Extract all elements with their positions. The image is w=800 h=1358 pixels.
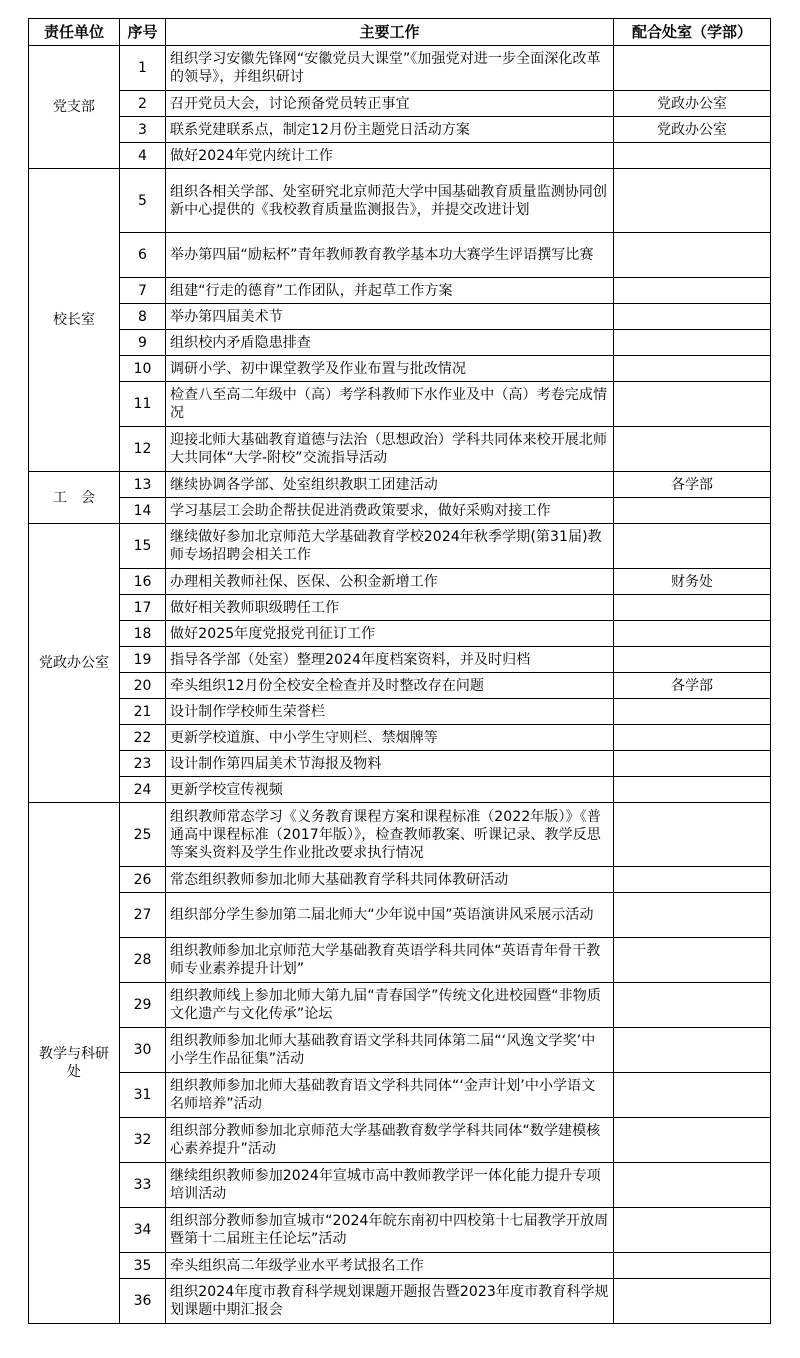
task-cell: 组织各相关学部、处室研究北京师范大学中国基础教育质量监测协同创新中心提供的《我校教育质量监测报告》，并提交改进计划 bbox=[166, 169, 614, 233]
row-number: 31 bbox=[120, 1073, 166, 1118]
row-number: 35 bbox=[120, 1253, 166, 1279]
unit-cell: 工 会 bbox=[29, 472, 120, 524]
coop-cell bbox=[614, 699, 771, 725]
table-row bbox=[29, 1253, 771, 1279]
task-cell: 组织部分学生参加第二届北师大“少年说中国”英语演讲风采展示活动 bbox=[166, 893, 614, 938]
table-row bbox=[29, 1118, 771, 1163]
task-cell: 组织教师参加北京师范大学基础教育英语学科共同体“英语青年骨干教师专业素养提升计划” bbox=[166, 938, 614, 983]
coop-cell bbox=[614, 621, 771, 647]
coop-cell bbox=[614, 1163, 771, 1208]
table-row bbox=[29, 169, 771, 233]
row-number: 5 bbox=[120, 169, 166, 233]
task-cell: 做好2025年度党报党刊征订工作 bbox=[166, 621, 614, 647]
row-number: 2 bbox=[120, 91, 166, 117]
unit-cell: 教学与科研处 bbox=[29, 803, 120, 1324]
work-plan-table bbox=[28, 18, 771, 1324]
coop-cell: 财务处 bbox=[614, 569, 771, 595]
coop-cell bbox=[614, 46, 771, 91]
row-number: 28 bbox=[120, 938, 166, 983]
coop-cell: 各学部 bbox=[614, 673, 771, 699]
row-number: 7 bbox=[120, 278, 166, 304]
table-row bbox=[29, 621, 771, 647]
task-cell: 组织教师线上参加北师大第九届“青春国学”传统文化进校园暨“非物质文化遗产与文化传承”论坛 bbox=[166, 983, 614, 1028]
task-cell: 组织学习安徽先锋网“安徽党员大课堂”《加强党对进一步全面深化改革的领导》，并组织研讨 bbox=[166, 46, 614, 91]
table-row bbox=[29, 1279, 771, 1324]
coop-cell bbox=[614, 777, 771, 803]
coop-cell bbox=[614, 233, 771, 278]
table-row bbox=[29, 330, 771, 356]
task-cell: 牵头组织高二年级学业水平考试报名工作 bbox=[166, 1253, 614, 1279]
task-cell: 联系党建联系点，制定12月份主题党日活动方案 bbox=[166, 117, 614, 143]
task-cell: 组织教师常态学习《义务教育课程方案和课程标准（2022年版）》《普通高中课程标准（2017年版）》，检查教师教案、听课记录、教学反思等案头资料及学生作业批改要求执行情况 bbox=[166, 803, 614, 867]
row-number: 9 bbox=[120, 330, 166, 356]
coop-cell bbox=[614, 647, 771, 673]
table-row bbox=[29, 356, 771, 382]
table-row bbox=[29, 893, 771, 938]
row-number: 1 bbox=[120, 46, 166, 91]
table-row bbox=[29, 938, 771, 983]
row-number: 25 bbox=[120, 803, 166, 867]
unit-cell: 党支部 bbox=[29, 46, 120, 169]
task-cell: 设计制作第四届美术节海报及物料 bbox=[166, 751, 614, 777]
table-row bbox=[29, 427, 771, 472]
table-row bbox=[29, 751, 771, 777]
row-number: 11 bbox=[120, 382, 166, 427]
header-task: 主要工作 bbox=[166, 19, 614, 46]
task-cell: 继续做好参加北京师范大学基础教育学校2024年秋季学期(第31届)教师专场招聘会相关工作 bbox=[166, 524, 614, 569]
row-number: 34 bbox=[120, 1208, 166, 1253]
task-cell: 设计制作学校师生荣誉栏 bbox=[166, 699, 614, 725]
task-cell: 做好2024年党内统计工作 bbox=[166, 143, 614, 169]
table-row bbox=[29, 725, 771, 751]
task-cell: 组织教师参加北师大基础教育语文学科共同体第二届“‘风逸文学奖’中小学生作品征集”活动 bbox=[166, 1028, 614, 1073]
header-num: 序号 bbox=[120, 19, 166, 46]
row-number: 33 bbox=[120, 1163, 166, 1208]
row-number: 20 bbox=[120, 673, 166, 699]
row-number: 23 bbox=[120, 751, 166, 777]
table-row bbox=[29, 867, 771, 893]
task-cell: 迎接北师大基础教育道德与法治（思想政治）学科共同体来校开展北师大共同体“大学-附校”交流指导活动 bbox=[166, 427, 614, 472]
coop-cell bbox=[614, 304, 771, 330]
table-row bbox=[29, 233, 771, 278]
coop-cell bbox=[614, 893, 771, 938]
task-cell: 继续组织教师参加2024年宣城市高中教师教学评一体化能力提升专项培训活动 bbox=[166, 1163, 614, 1208]
coop-cell bbox=[614, 524, 771, 569]
unit-cell: 校长室 bbox=[29, 169, 120, 472]
coop-cell bbox=[614, 983, 771, 1028]
table-row bbox=[29, 569, 771, 595]
row-number: 10 bbox=[120, 356, 166, 382]
row-number: 16 bbox=[120, 569, 166, 595]
row-number: 18 bbox=[120, 621, 166, 647]
coop-cell: 党政办公室 bbox=[614, 91, 771, 117]
task-cell: 做好相关教师职级聘任工作 bbox=[166, 595, 614, 621]
row-number: 26 bbox=[120, 867, 166, 893]
row-number: 24 bbox=[120, 777, 166, 803]
row-number: 32 bbox=[120, 1118, 166, 1163]
coop-cell bbox=[614, 1253, 771, 1279]
coop-cell bbox=[614, 938, 771, 983]
table-row bbox=[29, 1028, 771, 1073]
task-cell: 更新学校宣传视频 bbox=[166, 777, 614, 803]
coop-cell bbox=[614, 169, 771, 233]
coop-cell bbox=[614, 427, 771, 472]
coop-cell: 党政办公室 bbox=[614, 117, 771, 143]
table-row bbox=[29, 382, 771, 427]
task-cell: 举办第四届美术节 bbox=[166, 304, 614, 330]
row-number: 14 bbox=[120, 498, 166, 524]
task-cell: 组织2024年度市教育科学规划课题开题报告暨2023年度市教育科学规划课题中期汇报会 bbox=[166, 1279, 614, 1324]
task-cell: 学习基层工会助企帮扶促进消费政策要求，做好采购对接工作 bbox=[166, 498, 614, 524]
row-number: 4 bbox=[120, 143, 166, 169]
table-row bbox=[29, 117, 771, 143]
coop-cell bbox=[614, 330, 771, 356]
row-number: 30 bbox=[120, 1028, 166, 1073]
unit-cell: 党政办公室 bbox=[29, 524, 120, 803]
coop-cell bbox=[614, 382, 771, 427]
table-row bbox=[29, 91, 771, 117]
row-number: 3 bbox=[120, 117, 166, 143]
coop-cell bbox=[614, 725, 771, 751]
row-number: 13 bbox=[120, 472, 166, 498]
table-row bbox=[29, 46, 771, 91]
task-cell: 常态组织教师参加北师大基础教育学科共同体教研活动 bbox=[166, 867, 614, 893]
table-row bbox=[29, 278, 771, 304]
row-number: 27 bbox=[120, 893, 166, 938]
coop-cell bbox=[614, 356, 771, 382]
coop-cell bbox=[614, 803, 771, 867]
table-row bbox=[29, 304, 771, 330]
task-cell: 组织部分教师参加宣城市“2024年皖东南初中四校第十七届教学开放周暨第十二届班主任论坛”活动 bbox=[166, 1208, 614, 1253]
row-number: 19 bbox=[120, 647, 166, 673]
coop-cell bbox=[614, 1279, 771, 1324]
table-row bbox=[29, 1163, 771, 1208]
table-row bbox=[29, 647, 771, 673]
table-row bbox=[29, 472, 771, 498]
row-number: 15 bbox=[120, 524, 166, 569]
table-row bbox=[29, 498, 771, 524]
row-number: 8 bbox=[120, 304, 166, 330]
task-cell: 更新学校道旗、中小学生守则栏、禁烟牌等 bbox=[166, 725, 614, 751]
table-row bbox=[29, 777, 771, 803]
task-cell: 组织教师参加北师大基础教育语文学科共同体“‘金声计划’中小学语文名师培养”活动 bbox=[166, 1073, 614, 1118]
task-cell: 检查八至高二年级中（高）考学科教师下水作业及中（高）考卷完成情况 bbox=[166, 382, 614, 427]
table-row bbox=[29, 524, 771, 569]
task-cell: 组织部分教师参加北京师范大学基础教育数学学科共同体“数学建模核心素养提升”活动 bbox=[166, 1118, 614, 1163]
table-row bbox=[29, 673, 771, 699]
row-number: 36 bbox=[120, 1279, 166, 1324]
row-number: 12 bbox=[120, 427, 166, 472]
task-cell: 继续协调各学部、处室组织教职工团建活动 bbox=[166, 472, 614, 498]
coop-cell bbox=[614, 867, 771, 893]
header-unit: 责任单位 bbox=[29, 19, 120, 46]
coop-cell bbox=[614, 498, 771, 524]
coop-cell bbox=[614, 1028, 771, 1073]
task-cell: 调研小学、初中课堂教学及作业布置与批改情况 bbox=[166, 356, 614, 382]
row-number: 17 bbox=[120, 595, 166, 621]
table-row bbox=[29, 143, 771, 169]
row-number: 6 bbox=[120, 233, 166, 278]
table-row bbox=[29, 595, 771, 621]
coop-cell bbox=[614, 751, 771, 777]
task-cell: 指导各学部（处室）整理2024年度档案资料，并及时归档 bbox=[166, 647, 614, 673]
row-number: 22 bbox=[120, 725, 166, 751]
coop-cell bbox=[614, 595, 771, 621]
task-cell: 牵头组织12月份全校安全检查并及时整改存在问题 bbox=[166, 673, 614, 699]
table-row bbox=[29, 803, 771, 867]
header-coop: 配合处室（学部） bbox=[614, 19, 771, 46]
coop-cell bbox=[614, 1208, 771, 1253]
coop-cell bbox=[614, 1118, 771, 1163]
table-row bbox=[29, 983, 771, 1028]
coop-cell: 各学部 bbox=[614, 472, 771, 498]
table-row bbox=[29, 1208, 771, 1253]
coop-cell bbox=[614, 1073, 771, 1118]
task-cell: 举办第四届“励耘杯”青年教师教育教学基本功大赛学生评语撰写比赛 bbox=[166, 233, 614, 278]
row-number: 21 bbox=[120, 699, 166, 725]
task-cell: 组织校内矛盾隐患排查 bbox=[166, 330, 614, 356]
task-cell: 办理相关教师社保、医保、公积金新增工作 bbox=[166, 569, 614, 595]
task-cell: 组建“行走的德育”工作团队，并起草工作方案 bbox=[166, 278, 614, 304]
table-row bbox=[29, 699, 771, 725]
row-number: 29 bbox=[120, 983, 166, 1028]
task-cell: 召开党员大会，讨论预备党员转正事宜 bbox=[166, 91, 614, 117]
coop-cell bbox=[614, 143, 771, 169]
table-row bbox=[29, 1073, 771, 1118]
coop-cell bbox=[614, 278, 771, 304]
